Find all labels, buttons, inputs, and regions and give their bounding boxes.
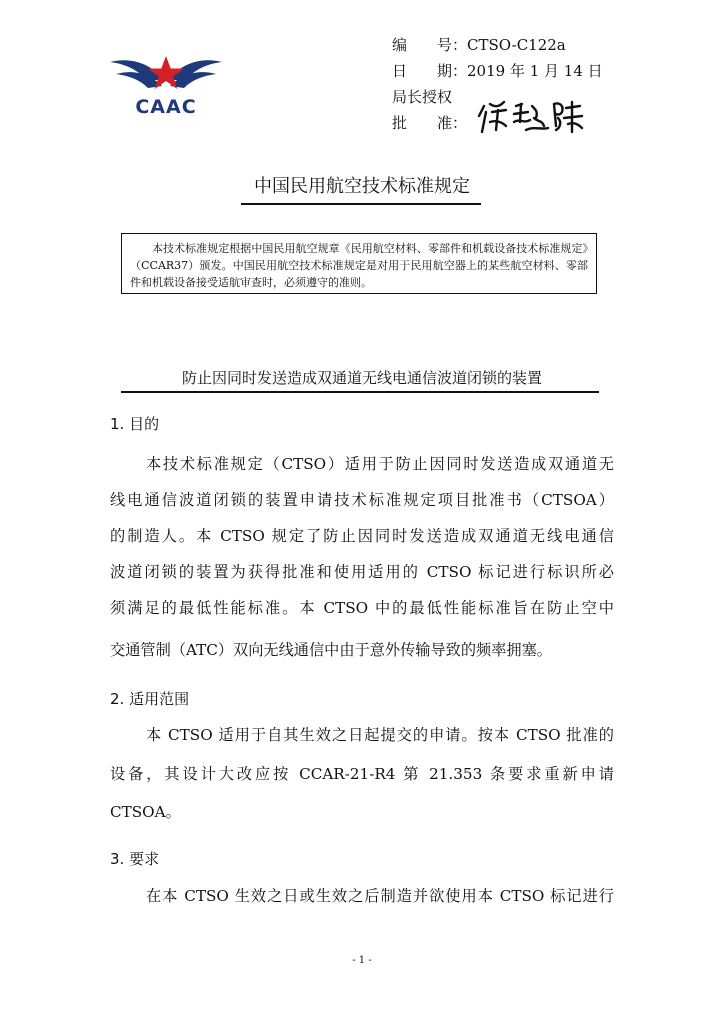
notice-box: 本技术标准规定根据中国民用航空规章《民用航空材料、零部件和机载设备技术标准规定》（CCAR37）颁发。中国民用航空技术标准规定是对用于民用航空器上的某些航空材料、零部件和机载设备接受适航审查时，必须遵守的准则。 bbox=[121, 233, 597, 294]
section-heading-scope: 2. 适用范围 bbox=[110, 690, 190, 708]
title-underline bbox=[241, 203, 481, 205]
paragraph-line: 的制造人。本 CTSO 规定了防止因同时发送造成双通道无线电通信 bbox=[110, 527, 614, 545]
document-date-value: 2019 年 1 月 14 日 bbox=[467, 62, 603, 80]
authorization-label-line1: 局长授权 bbox=[392, 88, 453, 106]
page-number: - 1 - bbox=[352, 955, 372, 966]
paragraph-line: 波道闭锁的装置为获得批准和使用适用的 CTSO 标记进行标识所必 bbox=[110, 563, 614, 581]
main-title: 中国民用航空技术标准规定 bbox=[254, 176, 470, 197]
document-date-row bbox=[392, 60, 603, 81]
document-date-label: 日 期： bbox=[392, 62, 468, 80]
paragraph-line: 在本 CTSO 生效之日或生效之后制造并欲使用本 CTSO 标记进行 bbox=[146, 887, 614, 905]
authorization-label-line2: 批 准： bbox=[392, 114, 468, 132]
paragraph-line: 本技术标准规定（CTSO）适用于防止因同时发送造成双通道无 bbox=[146, 455, 614, 473]
paragraph-line: 本 CTSO 适用于自其生效之日起提交的申请。按本 CTSO 批准的 bbox=[146, 726, 614, 744]
signature-icon bbox=[476, 96, 586, 138]
paragraph-line: 交通管制（ATC）双向无线通信中由于意外传输导致的频率拥塞。 bbox=[110, 641, 552, 659]
logo-text: CAAC bbox=[135, 96, 197, 118]
subject-underline bbox=[121, 391, 599, 393]
paragraph-line: 须满足的最低性能标准。本 CTSO 中的最低性能标准旨在防止空中 bbox=[110, 599, 614, 617]
paragraph-line: CTSOA。 bbox=[110, 803, 181, 821]
document-number-label: 编 号： bbox=[392, 36, 468, 54]
subject-title: 防止因同时发送造成双通道无线电通信波道闭锁的装置 bbox=[181, 369, 542, 387]
paragraph-line: 设备，其设计大改应按 CCAR-21-R4 第 21.353 条要求重新申请 bbox=[110, 765, 614, 783]
section-heading-requirements: 3. 要求 bbox=[110, 850, 160, 868]
document-number-row bbox=[392, 34, 566, 55]
section-heading-purpose: 1. 目的 bbox=[110, 415, 160, 433]
caac-emblem-icon bbox=[108, 52, 224, 98]
caac-logo bbox=[108, 52, 224, 124]
paragraph-line: 线电通信波道闭锁的装置申请技术标准规定项目批准书（CTSOA） bbox=[110, 491, 614, 509]
document-number-value: CTSO-C122a bbox=[467, 36, 566, 54]
handwritten-signature bbox=[476, 96, 586, 138]
